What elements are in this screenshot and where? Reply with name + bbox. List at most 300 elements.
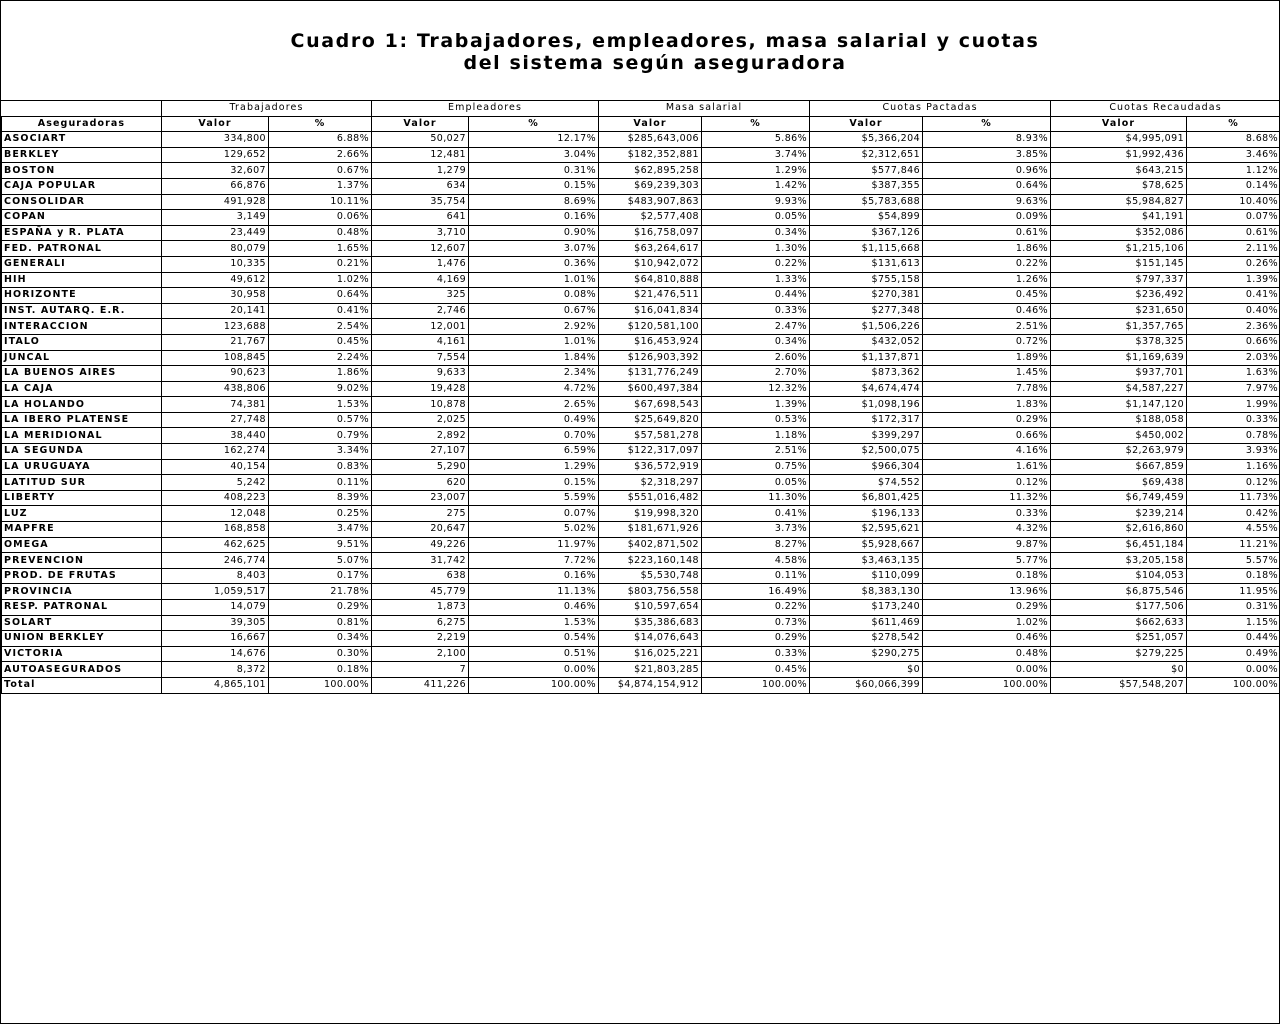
insurer-name-cell: PREVENCION <box>2 553 162 569</box>
table-row <box>2 600 1280 616</box>
value-cell: 638 <box>372 568 469 584</box>
value-cell: $231,650 <box>1051 303 1187 319</box>
value-cell: 8.93% <box>923 132 1051 148</box>
value-cell: 100.00% <box>702 677 810 693</box>
value-cell: $6,749,459 <box>1051 490 1187 506</box>
value-cell: $278,542 <box>810 631 923 647</box>
value-cell: 1.39% <box>1187 272 1280 288</box>
value-cell: 0.09% <box>923 210 1051 226</box>
value-cell: 3,710 <box>372 225 469 241</box>
value-cell: 0.66% <box>1187 334 1280 350</box>
value-cell: 21.78% <box>269 584 372 600</box>
value-cell: 5,290 <box>372 459 469 475</box>
value-cell: $966,304 <box>810 459 923 475</box>
value-cell: 0.64% <box>923 178 1051 194</box>
value-cell: 100.00% <box>1187 677 1280 693</box>
insurer-name-cell: LIBERTY <box>2 490 162 506</box>
value-cell: 0.25% <box>269 506 372 522</box>
table-row <box>2 444 1280 460</box>
table-row <box>2 334 1280 350</box>
value-cell: 246,774 <box>162 553 269 569</box>
value-cell: 0.08% <box>469 288 599 304</box>
insurer-name-cell: PROVINCIA <box>2 584 162 600</box>
value-cell: $25,649,820 <box>599 412 702 428</box>
table-row <box>2 225 1280 241</box>
value-cell: 325 <box>372 288 469 304</box>
value-cell: 14,079 <box>162 600 269 616</box>
header-sub-valor: Valor <box>162 116 269 132</box>
value-cell: 35,754 <box>372 194 469 210</box>
value-cell: $611,469 <box>810 615 923 631</box>
value-cell: 20,647 <box>372 522 469 538</box>
value-cell: $36,572,919 <box>599 459 702 475</box>
insurer-name-cell: UNION BERKLEY <box>2 631 162 647</box>
value-cell: 0.22% <box>923 256 1051 272</box>
value-cell: 0.64% <box>269 288 372 304</box>
value-cell: $60,066,399 <box>810 677 923 693</box>
value-cell: $78,625 <box>1051 178 1187 194</box>
value-cell: $352,086 <box>1051 225 1187 241</box>
header-aseguradoras: Aseguradoras <box>2 116 162 132</box>
value-cell: 1.39% <box>702 397 810 413</box>
value-cell: 39,305 <box>162 615 269 631</box>
value-cell: 0.29% <box>923 412 1051 428</box>
value-cell: 8.39% <box>269 490 372 506</box>
value-cell: 23,449 <box>162 225 269 241</box>
value-cell: 9.63% <box>923 194 1051 210</box>
value-cell: 2.51% <box>702 444 810 460</box>
value-cell: $16,758,097 <box>599 225 702 241</box>
value-cell: $120,581,100 <box>599 319 702 335</box>
value-cell: $74,552 <box>810 475 923 491</box>
value-cell: $1,147,120 <box>1051 397 1187 413</box>
insurer-name-cell: VICTORIA <box>2 646 162 662</box>
value-cell: $2,318,297 <box>599 475 702 491</box>
value-cell: 438,806 <box>162 381 269 397</box>
value-cell: 1.26% <box>923 272 1051 288</box>
value-cell: 5.57% <box>1187 553 1280 569</box>
value-cell: $10,597,654 <box>599 600 702 616</box>
value-cell: $450,002 <box>1051 428 1187 444</box>
value-cell: 100.00% <box>469 677 599 693</box>
value-cell: $2,500,075 <box>810 444 923 460</box>
insurer-name-cell: HIH <box>2 272 162 288</box>
value-cell: 1.30% <box>702 241 810 257</box>
value-cell: 2,100 <box>372 646 469 662</box>
value-cell: 0.45% <box>269 334 372 350</box>
value-cell: 4,169 <box>372 272 469 288</box>
value-cell: $290,275 <box>810 646 923 662</box>
value-cell: 12,607 <box>372 241 469 257</box>
value-cell: 10.11% <box>269 194 372 210</box>
value-cell: $483,907,863 <box>599 194 702 210</box>
value-cell: $1,137,871 <box>810 350 923 366</box>
header-sub-percent: % <box>269 116 372 132</box>
value-cell: 0.67% <box>469 303 599 319</box>
value-cell: $873,362 <box>810 366 923 382</box>
table-row <box>2 366 1280 382</box>
value-cell: $3,205,158 <box>1051 553 1187 569</box>
header-empleadores: Empleadores <box>372 101 599 117</box>
value-cell: $21,803,285 <box>599 662 702 678</box>
table-body <box>2 132 1280 693</box>
value-cell: 641 <box>372 210 469 226</box>
value-cell: $399,297 <box>810 428 923 444</box>
insurer-name-cell: ITALO <box>2 334 162 350</box>
table-row <box>2 210 1280 226</box>
value-cell: 11.73% <box>1187 490 1280 506</box>
value-cell: 2.66% <box>269 147 372 163</box>
value-cell: $643,215 <box>1051 163 1187 179</box>
value-cell: $0 <box>810 662 923 678</box>
value-cell: 0.26% <box>1187 256 1280 272</box>
value-cell: $223,160,148 <box>599 553 702 569</box>
value-cell: $21,476,511 <box>599 288 702 304</box>
value-cell: 4.72% <box>469 381 599 397</box>
value-cell: $279,225 <box>1051 646 1187 662</box>
value-cell: $1,098,196 <box>810 397 923 413</box>
value-cell: $151,145 <box>1051 256 1187 272</box>
table-row <box>2 412 1280 428</box>
value-cell: 1.86% <box>923 241 1051 257</box>
value-cell: 2.47% <box>702 319 810 335</box>
value-cell: 0.72% <box>923 334 1051 350</box>
value-cell: 6,275 <box>372 615 469 631</box>
value-cell: $172,317 <box>810 412 923 428</box>
value-cell: $8,383,130 <box>810 584 923 600</box>
value-cell: $182,352,881 <box>599 147 702 163</box>
value-cell: 27,107 <box>372 444 469 460</box>
insurer-name-cell: BERKLEY <box>2 147 162 163</box>
header-sub-percent: % <box>1187 116 1280 132</box>
value-cell: 21,767 <box>162 334 269 350</box>
insurer-name-cell: RESP. PATRONAL <box>2 600 162 616</box>
value-cell: 30,958 <box>162 288 269 304</box>
value-cell: 9.93% <box>702 194 810 210</box>
value-cell: 162,274 <box>162 444 269 460</box>
value-cell: 0.45% <box>702 662 810 678</box>
header-sub-percent: % <box>923 116 1051 132</box>
value-cell: 0.73% <box>702 615 810 631</box>
value-cell: 23,007 <box>372 490 469 506</box>
value-cell: $10,942,072 <box>599 256 702 272</box>
header-sub-valor: Valor <box>810 116 923 132</box>
value-cell: 3.73% <box>702 522 810 538</box>
value-cell: 0.44% <box>702 288 810 304</box>
value-cell: 1.33% <box>702 272 810 288</box>
table-row <box>2 662 1280 678</box>
value-cell: 4.58% <box>702 553 810 569</box>
value-cell: $16,453,924 <box>599 334 702 350</box>
insurer-name-cell: INTERACCION <box>2 319 162 335</box>
table-subtitle: del sistema según aseguradora <box>463 52 847 74</box>
value-cell: 408,223 <box>162 490 269 506</box>
value-cell: 0.07% <box>469 506 599 522</box>
value-cell: 1.63% <box>1187 366 1280 382</box>
value-cell: 4.32% <box>923 522 1051 538</box>
value-cell: 3.85% <box>923 147 1051 163</box>
value-cell: $4,995,091 <box>1051 132 1187 148</box>
table-row <box>2 319 1280 335</box>
value-cell: $2,616,860 <box>1051 522 1187 538</box>
insurer-name-cell: COPAN <box>2 210 162 226</box>
header-sub-percent: % <box>469 116 599 132</box>
value-cell: 0.15% <box>469 475 599 491</box>
value-cell: 0.46% <box>923 303 1051 319</box>
value-cell: 411,226 <box>372 677 469 693</box>
value-cell: 2.11% <box>1187 241 1280 257</box>
value-cell: $1,215,106 <box>1051 241 1187 257</box>
value-cell: 3.34% <box>269 444 372 460</box>
value-cell: $600,497,384 <box>599 381 702 397</box>
header-trabajadores: Trabajadores <box>162 101 372 117</box>
value-cell: 2.65% <box>469 397 599 413</box>
value-cell: 334,800 <box>162 132 269 148</box>
table-row <box>2 256 1280 272</box>
value-cell: 0.46% <box>469 600 599 616</box>
value-cell: 2.36% <box>1187 319 1280 335</box>
value-cell: 1.42% <box>702 178 810 194</box>
value-cell: 0.45% <box>923 288 1051 304</box>
value-cell: $2,577,408 <box>599 210 702 226</box>
value-cell: 2,025 <box>372 412 469 428</box>
value-cell: 1,873 <box>372 600 469 616</box>
value-cell: 275 <box>372 506 469 522</box>
value-cell: 1.53% <box>469 615 599 631</box>
table-row <box>2 631 1280 647</box>
value-cell: $69,239,303 <box>599 178 702 194</box>
value-cell: 1.01% <box>469 272 599 288</box>
insurer-name-cell: FED. PATRONAL <box>2 241 162 257</box>
value-cell: 31,742 <box>372 553 469 569</box>
insurer-name-cell: LUZ <box>2 506 162 522</box>
value-cell: 0.14% <box>1187 178 1280 194</box>
value-cell: 11.95% <box>1187 584 1280 600</box>
value-cell: 1.18% <box>702 428 810 444</box>
value-cell: 1,279 <box>372 163 469 179</box>
value-cell: $16,025,221 <box>599 646 702 662</box>
value-cell: $432,052 <box>810 334 923 350</box>
value-cell: 0.00% <box>1187 662 1280 678</box>
value-cell: 0.11% <box>269 475 372 491</box>
value-cell: 32,607 <box>162 163 269 179</box>
value-cell: $803,756,558 <box>599 584 702 600</box>
value-cell: 9.02% <box>269 381 372 397</box>
value-cell: $5,984,827 <box>1051 194 1187 210</box>
insurer-name-cell: MAPFRE <box>2 522 162 538</box>
value-cell: $2,312,651 <box>810 147 923 163</box>
value-cell: 0.11% <box>702 568 810 584</box>
value-cell: 66,876 <box>162 178 269 194</box>
value-cell: 10,878 <box>372 397 469 413</box>
value-cell: $1,115,668 <box>810 241 923 257</box>
value-cell: 19,428 <box>372 381 469 397</box>
table-row <box>2 615 1280 631</box>
value-cell: 8,372 <box>162 662 269 678</box>
table-row <box>2 272 1280 288</box>
value-cell: 0.49% <box>1187 646 1280 662</box>
value-cell: 50,027 <box>372 132 469 148</box>
value-cell: 0.48% <box>269 225 372 241</box>
value-cell: 0.57% <box>269 412 372 428</box>
value-cell: $387,355 <box>810 178 923 194</box>
table-row <box>2 194 1280 210</box>
value-cell: 5.77% <box>923 553 1051 569</box>
value-cell: 16.49% <box>702 584 810 600</box>
value-cell: $19,998,320 <box>599 506 702 522</box>
value-cell: 16,667 <box>162 631 269 647</box>
value-cell: $239,214 <box>1051 506 1187 522</box>
header-masa-salarial: Masa salarial <box>599 101 810 117</box>
value-cell: $63,264,617 <box>599 241 702 257</box>
value-cell: $104,053 <box>1051 568 1187 584</box>
table-row <box>2 147 1280 163</box>
value-cell: 1.29% <box>702 163 810 179</box>
value-cell: 1.53% <box>269 397 372 413</box>
value-cell: $2,263,979 <box>1051 444 1187 460</box>
value-cell: 49,612 <box>162 272 269 288</box>
value-cell: 4,161 <box>372 334 469 350</box>
table-row <box>2 178 1280 194</box>
value-cell: 0.15% <box>469 178 599 194</box>
value-cell: 100.00% <box>269 677 372 693</box>
value-cell: 2.51% <box>923 319 1051 335</box>
insurer-name-cell: AUTOASEGURADOS <box>2 662 162 678</box>
value-cell: 4,865,101 <box>162 677 269 693</box>
value-cell: $270,381 <box>810 288 923 304</box>
value-cell: $62,895,258 <box>599 163 702 179</box>
table-row <box>2 303 1280 319</box>
header-cuotas-recaudadas: Cuotas Recaudadas <box>1051 101 1280 117</box>
value-cell: 12,001 <box>372 319 469 335</box>
insurer-name-cell: LA CAJA <box>2 381 162 397</box>
value-cell: 2.70% <box>702 366 810 382</box>
value-cell: 0.41% <box>269 303 372 319</box>
value-cell: $5,530,748 <box>599 568 702 584</box>
insurer-name-cell: LA IBERO PLATENSE <box>2 412 162 428</box>
value-cell: 1,059,517 <box>162 584 269 600</box>
value-cell: 7.97% <box>1187 381 1280 397</box>
value-cell: 0.33% <box>702 303 810 319</box>
value-cell: 3.07% <box>469 241 599 257</box>
value-cell: 129,652 <box>162 147 269 163</box>
value-cell: 0.07% <box>1187 210 1280 226</box>
value-cell: 3.74% <box>702 147 810 163</box>
value-cell: $937,701 <box>1051 366 1187 382</box>
value-cell: 2,746 <box>372 303 469 319</box>
value-cell: 12,481 <box>372 147 469 163</box>
value-cell: $57,548,207 <box>1051 677 1187 693</box>
value-cell: 2.54% <box>269 319 372 335</box>
value-cell: 1.02% <box>269 272 372 288</box>
value-cell: $285,643,006 <box>599 132 702 148</box>
insurer-name-cell: HORIZONTE <box>2 288 162 304</box>
header-corner <box>2 101 162 117</box>
value-cell: 0.34% <box>702 225 810 241</box>
table-row <box>2 553 1280 569</box>
value-cell: 6.88% <box>269 132 372 148</box>
table-row <box>2 132 1280 148</box>
value-cell: 3.47% <box>269 522 372 538</box>
insurer-name-cell: SOLART <box>2 615 162 631</box>
value-cell: $173,240 <box>810 600 923 616</box>
value-cell: $5,783,688 <box>810 194 923 210</box>
value-cell: 620 <box>372 475 469 491</box>
value-cell: $4,674,474 <box>810 381 923 397</box>
header-group-row <box>2 101 1280 117</box>
table-row <box>2 350 1280 366</box>
table-row <box>2 537 1280 553</box>
value-cell: $277,348 <box>810 303 923 319</box>
value-cell: $16,041,834 <box>599 303 702 319</box>
insurer-name-cell: CAJA POPULAR <box>2 178 162 194</box>
table-row <box>2 522 1280 538</box>
table-row <box>2 241 1280 257</box>
value-cell: $177,506 <box>1051 600 1187 616</box>
value-cell: 1.37% <box>269 178 372 194</box>
value-cell: 9.51% <box>269 537 372 553</box>
value-cell: 12,048 <box>162 506 269 522</box>
header-sub-row <box>2 116 1280 132</box>
value-cell: 8.68% <box>1187 132 1280 148</box>
value-cell: $122,317,097 <box>599 444 702 460</box>
table-row <box>2 381 1280 397</box>
value-cell: 0.34% <box>702 334 810 350</box>
insurer-name-cell: LA BUENOS AIRES <box>2 366 162 382</box>
value-cell: 100.00% <box>923 677 1051 693</box>
value-cell: $797,337 <box>1051 272 1187 288</box>
value-cell: $755,158 <box>810 272 923 288</box>
value-cell: 0.46% <box>923 631 1051 647</box>
value-cell: 0.30% <box>269 646 372 662</box>
value-cell: $6,801,425 <box>810 490 923 506</box>
value-cell: 8.27% <box>702 537 810 553</box>
value-cell: 6.59% <box>469 444 599 460</box>
value-cell: 634 <box>372 178 469 194</box>
insurer-name-cell: PROD. DE FRUTAS <box>2 568 162 584</box>
value-cell: 1.61% <box>923 459 1051 475</box>
value-cell: 0.16% <box>469 210 599 226</box>
value-cell: 0.18% <box>923 568 1051 584</box>
insurer-name-cell: JUNCAL <box>2 350 162 366</box>
value-cell: 1.01% <box>469 334 599 350</box>
table-row <box>2 584 1280 600</box>
header-sub-valor: Valor <box>372 116 469 132</box>
value-cell: 2,892 <box>372 428 469 444</box>
value-cell: 0.12% <box>1187 475 1280 491</box>
value-cell: 4.16% <box>923 444 1051 460</box>
value-cell: 0.33% <box>1187 412 1280 428</box>
value-cell: 0.53% <box>702 412 810 428</box>
table-row <box>2 163 1280 179</box>
value-cell: $3,463,135 <box>810 553 923 569</box>
value-cell: 0.48% <box>923 646 1051 662</box>
value-cell: 0.51% <box>469 646 599 662</box>
value-cell: $5,366,204 <box>810 132 923 148</box>
value-cell: 0.12% <box>923 475 1051 491</box>
value-cell: 0.34% <box>269 631 372 647</box>
value-cell: $4,874,154,912 <box>599 677 702 693</box>
value-cell: 2.24% <box>269 350 372 366</box>
value-cell: 0.21% <box>269 256 372 272</box>
header-sub-percent: % <box>702 116 810 132</box>
value-cell: $577,846 <box>810 163 923 179</box>
value-cell: 1.89% <box>923 350 1051 366</box>
value-cell: 0.29% <box>923 600 1051 616</box>
value-cell: 0.31% <box>469 163 599 179</box>
value-cell: 7.72% <box>469 553 599 569</box>
value-cell: 1.86% <box>269 366 372 382</box>
